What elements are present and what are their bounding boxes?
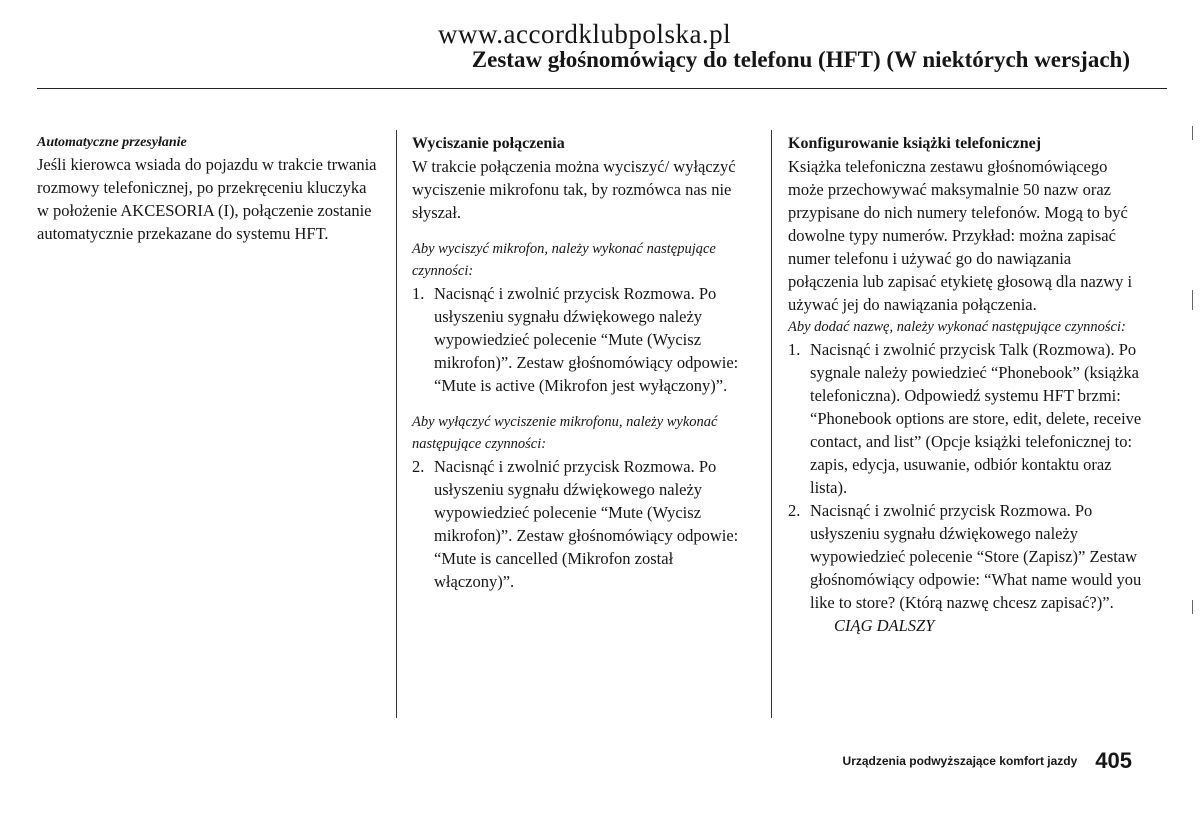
mute-steps bbox=[412, 282, 757, 397]
step-number: 1. bbox=[412, 284, 425, 303]
margin-mark bbox=[1192, 600, 1193, 614]
unmute-steps bbox=[412, 455, 757, 593]
mute-intro-text: W trakcie połączenia można wyciszyć/ wyłączyć wyciszenie mikrofonu tak, by rozmówca nas nie słyszał. bbox=[412, 157, 736, 222]
phonebook-steps bbox=[788, 338, 1143, 637]
step-number: 2. bbox=[412, 457, 425, 476]
auto-transfer-text: Jeśli kierowca wsiada do pojazdu w trakcie trwania rozmowy telefonicznej, po przekręceniu kluczyka w położenie AKCESORIA (I), połączenie zostanie automatycznie przekazane do systemu HFT. bbox=[37, 155, 377, 243]
step-number: 1. bbox=[788, 340, 801, 359]
column-mute bbox=[412, 133, 757, 593]
list-item bbox=[788, 338, 1143, 499]
step-number: 2. bbox=[788, 501, 801, 520]
page-number: 405 bbox=[1095, 748, 1132, 773]
section-heading-auto-transfer: Automatyczne przesyłanie bbox=[37, 135, 187, 150]
step-text: Nacisnąć i zwolnić przycisk Rozmowa. Po usłyszeniu sygnału dźwiękowego należy wypowiedzieć polecenie “Mute (Wycisz mikrofon)”. Zestaw głośnomówiący odpowie: “Mute is cancelled (Mikrofon został włączony)”. bbox=[434, 457, 739, 591]
footer-section-label: Urządzenia podwyższające komfort jazdy bbox=[842, 754, 1078, 768]
page-footer bbox=[843, 748, 1132, 774]
column-auto-transfer bbox=[37, 133, 382, 245]
page-title: Zestaw głośnomówiący do telefonu (HFT) (W niektórych wersjach) bbox=[471, 47, 1130, 72]
step-text: Nacisnąć i zwolnić przycisk Talk (Rozmowa). Po sygnale należy powiedzieć “Phonebook” (książka telefoniczna). Odpowiedź systemu HFT brzmi: “Phonebook options are store, edit, delete, receive contact, and list” (Opcje książki telefonicznej to: zapis, edycja, usuwanie, odbiór kontaktu oraz lista). bbox=[810, 340, 1142, 497]
list-item bbox=[412, 455, 757, 593]
phonebook-instruction-note: Aby dodać nazwę, należy wykonać następujące czynności: bbox=[788, 319, 1126, 335]
step-text: Nacisnąć i zwolnić przycisk Rozmowa. Po usłyszeniu sygnału dźwiękowego należy wypowiedzieć polecenie “Mute (Wycisz mikrofon)”. Zestaw głośnomówiący odpowie: “Mute is active (Mikrofon jest wyłączony)”. bbox=[434, 284, 739, 395]
mute-instruction-note: Aby wyciszyć mikrofon, należy wykonać następujące czynności: bbox=[412, 241, 716, 279]
list-item bbox=[412, 282, 757, 397]
column-divider-right bbox=[771, 130, 772, 718]
column-phonebook bbox=[788, 133, 1143, 637]
section-heading-mute: Wyciszanie połączenia bbox=[412, 135, 565, 152]
margin-mark bbox=[1192, 290, 1193, 310]
site-url: www.accordklubpolska.pl bbox=[438, 19, 732, 49]
list-item bbox=[788, 499, 1143, 637]
margin-mark bbox=[1192, 126, 1193, 140]
header-divider bbox=[37, 88, 1167, 89]
section-heading-phonebook: Konfigurowanie książki telefonicznej bbox=[788, 135, 1042, 152]
continued-label: CIĄG DALSZY bbox=[834, 616, 935, 635]
unmute-instruction-note: Aby wyłączyć wyciszenie mikrofonu, należy wykonać następujące czynności: bbox=[412, 414, 718, 452]
column-divider-left bbox=[396, 130, 397, 718]
phonebook-intro-text: Książka telefoniczna zestawu głośnomówiącego może przechowywać maksymalnie 50 nazw oraz przypisane do nich numery telefonów. Mogą to być dowolne typy numerów. Przykład: można zapisać numer telefonu i używać go do nawiązania połączenia lub zapisać etykietę głosową dla nazwy i używać jej do nawiązania połączenia. bbox=[788, 157, 1133, 314]
step-text: Nacisnąć i zwolnić przycisk Rozmowa. Po usłyszeniu sygnału dźwiękowego należy wypowiedzieć polecenie “Store (Zapisz)” Zestaw głośnomówiący odpowie: “What name would you like to store? (Którą nazwę chcesz zapisać?)”. bbox=[810, 501, 1142, 612]
